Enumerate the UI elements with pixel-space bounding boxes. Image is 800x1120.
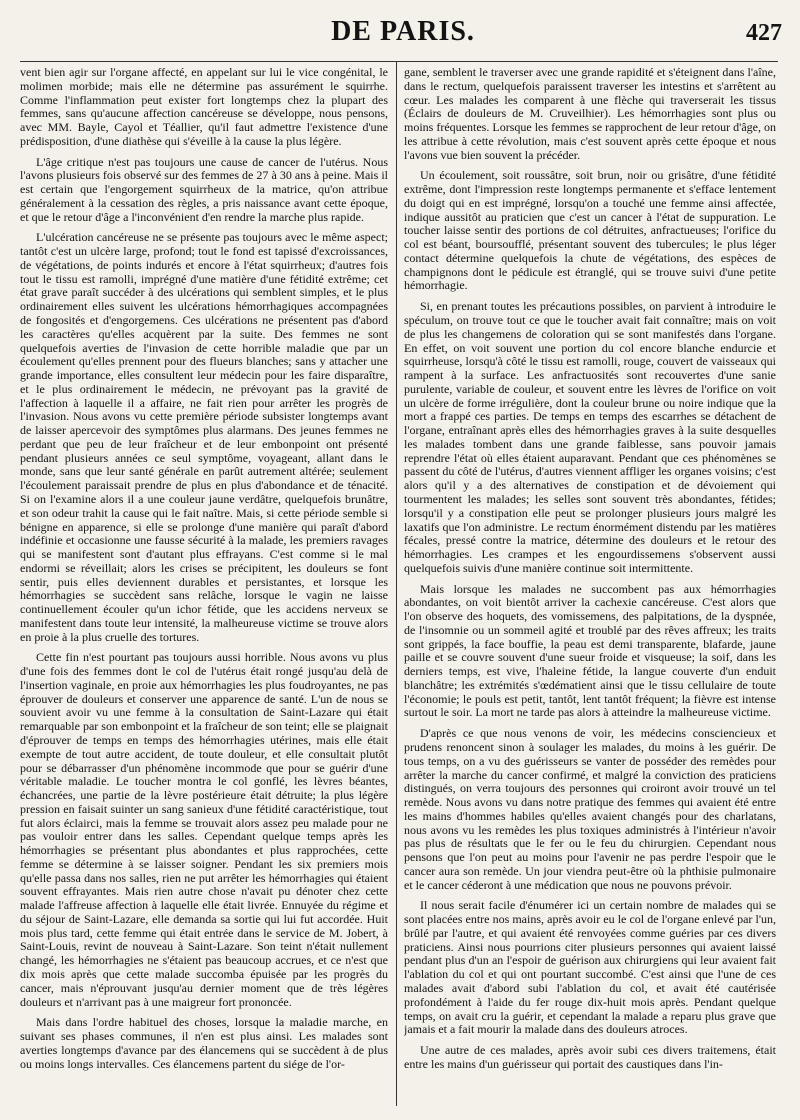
- paragraph: D'après ce que nous venons de voir, les médecins consciencieux et prudens renoncent sinon à soulager les malades, du moins à les guérir. De tous temps, on a vu des guérisseurs se vanter de posséder des remèdes pour arrêter la marche du cancer confirmé, et malgré la conviction des praticiens distingués, on verra toujours des personnes qui croiront avoir trouvé un tel remède. Nous avons vu dans notre pratique des femmes qui avaient été entre les mains d'hommes habiles qu'elles avaient changés pour des charlatans, nous avons vu les remèdes les plus toxiques administrés à l'intérieur n'avoir pas plus de résultats que le fer ou le feu du chirurgien. Cependant nous pensons que l'on peut au moins pour l'avenir ne pas perdre l'espoir que le cancer aura son remède. Un jour viendra peut-être où la phthisie pulmonaire et le cancer céderont à une médication que nous ne pouvons prévoir.: [404, 726, 776, 892]
- column-divider: [396, 62, 397, 1106]
- paragraph: L'âge critique n'est pas toujours une cause de cancer de l'utérus. Nous l'avons plusieurs fois observé sur des femmes de 27 à 30 ans à peine. Mais il est certain que l'engorgement squirrheux de la matrice, qu'on attribue généralement à la cessation des règles, a pris naissance avant cette époque, et que le retour d'âge a l'inconvénient d'en rendre la marche plus rapide.: [20, 154, 388, 224]
- paragraph: Une autre de ces malades, après avoir subi ces divers traitemens, était entre les mains d'un guérisseur qui portait des caustiques dans l'in-: [404, 1043, 776, 1071]
- left-column: [20, 66, 388, 1106]
- paragraph: L'ulcération cancéreuse ne se présente pas toujours avec le même aspect; tantôt c'est un ulcère large, profond; tout le fond est tapissé d'excroissances, de végétations, de points indurés et encore à l'état squirrheux; d'autres fois tout le tissu est ramolli, imprégné d'une matière d'une fétidité extrême; cet état grave paraît succéder à des ulcérations qui semblent simples, et le plus ordinairement elles suivent les ulcérations hémorrhagiques accompagnées de fongosités et d'engorgemens. Ces ulcérations ne présentent pas d'abord les caractères qu'elles acquèrent par la suite. Des femmes ne sont quelquefois averties de l'invasion de cette horrible maladie que par un écoulement qu'elles prennent pour des flueurs blanches; sans y attacher une grande importance, elles consultent leur médecin pour les faire disparaître, et le plus ordinairement le médecin, ne prévoyant pas la gravité de l'affection à laquelle il a affaire, ne fait rien pour arrêter les progrès de l'invasion. Nous avons vu cette première période subsister longtemps avant de laisser apercevoir des symptômes plus alarmans. Des jeunes femmes ne perdant que peu de leur fraîcheur et de leur embonpoint ont présenté pendant plusieurs années ce seul symptôme, voyageant, allant dans le monde, sans que leur santé générale en parût autrement altérée; seulement l'écoulement paraissait prendre de plus en plus d'abondance et de ténacité. Si on l'examine alors il a une couleur jaune verdâtre, quelquefois brunâtre, et son odeur trahit la cause qui le fait naître. Mais, si cette période semble si bénigne en apparence, si elle se prolonge d'une manière qui paraît d'abord indéfinie et occasionne une fausse sécurité à la malade, les premiers ravages qui se manifestent sont d'autant plus effrayans. C'est comme si le mal endormi se réveillait; alors les crises se précipitent, les douleurs se font sentir, puis elles deviennent durables et persistantes, et lorsque les hémorrhagies se succèdent sans relâche, lorsque le vagin ne laisse continuellement écouler qu'un ichor fétide, que les accidens nerveux se manifestent dans toute leur intensité, la malheureuse victime se trouve alors en proie à la plus cruelle des tortures.: [20, 230, 388, 644]
- right-column: [404, 66, 776, 1106]
- header-rule: [20, 61, 778, 62]
- paragraph: gane, semblent le traverser avec une grande rapidité et s'éteignent dans l'aîne, dans le rectum, quelquefois paraissent traverser les intestins et s'arrêtent au cœur. Les malades les comparent à une flèche qui traverserait les tissus (Éclairs de douleurs de M. Cruveilhier). Les hémorrhagies sont plus ou moins fréquentes. Lorsque les femmes se rapprochent de leur retour d'âge, on les attribue à cette révolution, mais c'est souvent après cette époque et nous l'avons vue bien souvent la précéder.: [404, 66, 776, 162]
- running-title: DE PARIS.: [331, 16, 475, 47]
- paragraph: Il nous serait facile d'énumérer ici un certain nombre de malades qui se sont placées entre nos mains, après avoir eu le col de l'organe enlevé par l'un, brûlé par l'autre, et qui avaient été renvoyées comme guéries par ces divers praticiens. Ainsi nous pourrions citer plusieurs personnes qui avaient laissé pendant plus d'un an l'espoir de guérison aux chirurgiens qui leur avaient fait l'ablation du col et qui ont pourtant succombé. C'est ainsi que l'une de ces malades avait d'abord subi l'ablation du col, et avait été cautérisée profondément à l'aide du fer rouge dix-huit mois après. Pendant quelque temps, on avait cru la guérir, et cependant la malade a reparu plus grave que jamais et a fait mourir la malade dans des douleurs atroces.: [404, 898, 776, 1037]
- paragraph: Mais dans l'ordre habituel des choses, lorsque la maladie marche, en suivant ses phases communes, il n'en est plus ainsi. Les malades sont averties longtemps d'avance par des élancemens qui se succèdent à de plus ou moins longs intervalles. Ces élancemens partent du siége de l'or-: [20, 1015, 388, 1071]
- paragraph: Mais lorsque les malades ne succombent pas aux hémorrhagies abondantes, on voit bientôt arriver la cachexie cancéreuse. C'est alors que l'on observe des hoquets, des vomissemens, des palpitations, de la dyspnée, de l'insomnie ou un sommeil agité et troublé par des rêves affreux; les traits sont grippés, la face bouffie, la peau est demi transparente, blafarde, jaune paille et se couvre souvent d'une sueur froide et visqueuse; la soif, dans les derniers temps, est vive, l'haleine fétide, la langue couverte d'un enduit blanchâtre; les extrémités s'œdématient ainsi que le tissu cellulaire de toute l'économie; le pouls est petit, tantôt, lent tantôt fréquent; la fièvre est intense surtout le soir. La mort ne tarde pas alors à atteindre la malheureuse victime.: [404, 581, 776, 720]
- paragraph: Un écoulement, soit roussâtre, soit brun, noir ou grisâtre, d'une fétidité extrême, dont l'impression reste longtemps permanente et s'efface lentement du doigt qui en est imprégné, lorsqu'on a touché une femme ainsi affectée, indique aussitôt au praticien que c'est un cancer à l'état de suppuration. Le toucher laisse sentir des portions de col détruites, anfractueuses; l'orifice du col est béant, boursoufflé, présentant souvent des tubercules; le plus léger contact détermine quelquefois la chute de végétations, des espèces de champignons dont le pédicule est étranglé, qui se trouve suivi d'une petite hémorrhagie.: [404, 168, 776, 293]
- paragraph: Cette fin n'est pourtant pas toujours aussi horrible. Nous avons vu plus d'une fois des femmes dont le col de l'utérus était rongé jusqu'au delà de l'insertion vaginale, en proie aux hémorrhagies les plus foudroyantes, ne pas éprouver de douleurs et conserver une apparence de santé. L'un de nous se souvient avoir vu une femme à la consultation de Saint-Lazare qui était remarquable par son embonpoint et la fraîcheur de son teint; elle se plaignait d'éprouver de temps en temps des hémorrhagies utérines, mais elle était exempte de tout autre accident, de toute douleur, et elle consultait plutôt pour se débarrasser d'un phénomène incommode que pour se guérir d'une véritable maladie. Le toucher montra le col gonflé, les lèvres béantes, échancrées, une partie de la lèvre postérieure était détruite; la plus légère pression en faisait suinter un sang sanieux d'une fétidité caractéristique, tout fut alors éclairci, mais la femme se trouvait alors assez peu malade pour ne pas vouloir entrer dans les salles. Cependant quelque temps après les hémorrhagies se présentant plus abondantes et plus rapprochées, cette femme se détermine à se laisser soigner. Pendant les six premiers mois qu'elle passa dans nos salles, rien ne put arrêter les hémorrhagies qui étaient souvent effrayantes. Mais rien autre chose n'avait pu dénoter chez cette malade l'affreuse affection à laquelle elle était livrée. Ennuyée du régime et du séjour de Saint-Lazare, elle demanda sa sortie qui lui fut accordée. Huit mois plus tard, cette femme qui était entrée dans le service de M. Jobert, à Saint-Louis, revint de nouveau à Saint-Lazare. Son teint n'était nullement changé, les hémorrhagies ne s'étaient pas beaucoup accrues, et ce n'est que dix mois après que cette malade succomba épuisée par les progrès du cancer, mais n'éprouvant jusqu'au dernier moment que de très légères douleurs et n'arrivant pas à une maigreur fort prononcée.: [20, 650, 388, 1009]
- paragraph: vent bien agir sur l'organe affecté, en appelant sur lui le vice congénital, le molimen morbide; mais elle ne détermine pas assurément le squirrhe. Comme l'inflammation peut exister fort longtemps chez la plupart des femmes, sans qu'aucune affection cancéreuse se développe, nous pensons, avec MM. Bayle, Cayol et Téallier, qu'il faut admettre l'existence d'une prédisposition, d'une diathèse qui s'éveille à la cause la plus légère.: [20, 66, 388, 148]
- paragraph: Si, en prenant toutes les précautions possibles, on parvient à introduire le spéculum, on trouve tout ce que le toucher avait fait connaître; mais on voit de plus les changemens de coloration qui se sont manifestés dans l'organe. En effet, on voit souvent une portion du col encore blanche endurcie et squirrheuse, lorsqu'à côté le tissu est ramolli, rouge, couvert de vaisseaux qui rampent à la surface. Les anfractuosités sont recouvertes d'une sanie purulente, variable de couleur, et souvent entre les lèvres de l'orifice on voit un ulcère de forme irrégulière, dont la couleur brune ou noire indique que la mort a frappé ces parties. De temps en temps des escarrhes se détachent de l'organe, entraînant après elles des hémorrhagies graves à la suite desquelles les malades tombent dans une grande faiblesse, sans pouvoir jamais reprendre l'état où elles étaient auparavant. Pendant que ces phénomènes se passent du côté de l'utérus, d'autres viennent affliger les organes voisins; c'est alors qu'il y a des alternatives de constipation et de dévoiement qui tourmentent les malades; les selles sont souvent très abondantes, fétides; lorsqu'il y a constipation elle peut se prolonger plusieurs jours malgré les laxatifs que l'on administre. Le rectum énormément distendu par les matières fécales, pressé contre la matrice, détermine des douleurs et le retour des hémorrhagies. Les crampes et les engourdissemens s'observent aussi quelquefois suivis d'une manière continue soit intermittente.: [404, 299, 776, 575]
- page-number: 427: [746, 20, 782, 46]
- page-header: [24, 14, 782, 48]
